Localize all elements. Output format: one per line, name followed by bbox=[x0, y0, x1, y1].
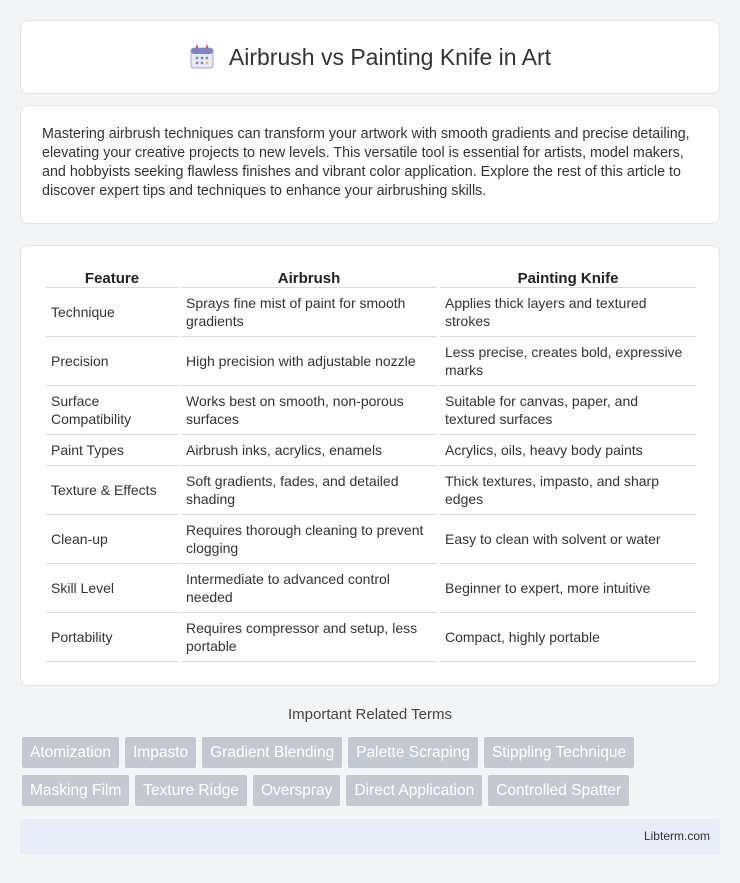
tag-texture-ridge[interactable]: Texture Ridge bbox=[135, 775, 247, 806]
title-wrap bbox=[189, 44, 551, 71]
knife-cell: Thick textures, impasto, and sharp edges bbox=[440, 466, 696, 515]
tag-row bbox=[22, 737, 722, 768]
knife-cell: Applies thick layers and textured strokes bbox=[440, 288, 696, 337]
tag-atomization[interactable]: Atomization bbox=[22, 737, 119, 768]
airbrush-cell: Intermediate to advanced control needed bbox=[181, 564, 437, 613]
table-row bbox=[46, 515, 696, 564]
table-row bbox=[46, 564, 696, 613]
header-feature: Feature bbox=[46, 266, 178, 288]
comparison-card bbox=[20, 245, 720, 686]
knife-cell: Suitable for canvas, paper, and textured surfaces bbox=[440, 386, 696, 435]
page-title: Airbrush vs Painting Knife in Art bbox=[228, 43, 552, 70]
airbrush-cell: Requires thorough cleaning to prevent clogging bbox=[181, 515, 437, 564]
knife-cell: Acrylics, oils, heavy body paints bbox=[440, 435, 696, 466]
header-painting-knife: Painting Knife bbox=[440, 266, 696, 288]
comparison-table bbox=[43, 266, 699, 662]
footer-brand-link[interactable]: Libterm.com bbox=[643, 829, 710, 843]
tag-controlled-spatter[interactable]: Controlled Spatter bbox=[488, 775, 629, 806]
calendar-icon bbox=[189, 44, 215, 70]
table-row bbox=[46, 435, 696, 466]
title-card bbox=[20, 20, 720, 94]
table-row bbox=[46, 386, 696, 435]
table-row bbox=[46, 613, 696, 662]
intro-text: Mastering airbrush techniques can transform your artwork with smooth gradients and precise detailing, elevating your creative projects to new levels. This versatile tool is essential for artists, model makers, and hobbyists seeking flawless finishes and vibrant color application. Explore the rest of this article to discover expert tips and techniques to enhance your airbrushing skills. bbox=[42, 126, 690, 199]
tag-gradient-blending[interactable]: Gradient Blending bbox=[202, 737, 342, 768]
feature-cell: Paint Types bbox=[46, 435, 178, 466]
related-terms bbox=[22, 737, 722, 813]
airbrush-cell: Soft gradients, fades, and detailed shading bbox=[181, 466, 437, 515]
tag-stippling-technique[interactable]: Stippling Technique bbox=[484, 737, 634, 768]
feature-cell: Texture & Effects bbox=[46, 466, 178, 515]
intro-card bbox=[20, 105, 720, 224]
tag-masking-film[interactable]: Masking Film bbox=[22, 775, 129, 806]
tag-palette-scraping[interactable]: Palette Scraping bbox=[348, 737, 478, 768]
feature-cell: Portability bbox=[46, 613, 178, 662]
feature-cell: Surface Compatibility bbox=[46, 386, 178, 435]
header-airbrush: Airbrush bbox=[181, 266, 437, 288]
tag-direct-application[interactable]: Direct Application bbox=[346, 775, 482, 806]
feature-cell: Skill Level bbox=[46, 564, 178, 613]
knife-cell: Compact, highly portable bbox=[440, 613, 696, 662]
tag-row bbox=[22, 775, 722, 806]
footer bbox=[20, 819, 720, 854]
related-terms-heading: Important Related Terms bbox=[288, 706, 452, 723]
tag-overspray[interactable]: Overspray bbox=[253, 775, 341, 806]
airbrush-cell: Works best on smooth, non-porous surfaces bbox=[181, 386, 437, 435]
table-header-row bbox=[46, 266, 696, 288]
table-row bbox=[46, 288, 696, 337]
airbrush-cell: Airbrush inks, acrylics, enamels bbox=[181, 435, 437, 466]
knife-cell: Easy to clean with solvent or water bbox=[440, 515, 696, 564]
airbrush-cell: Requires compressor and setup, less portable bbox=[181, 613, 437, 662]
table-row bbox=[46, 337, 696, 386]
tag-impasto[interactable]: Impasto bbox=[125, 737, 196, 768]
knife-cell: Beginner to expert, more intuitive bbox=[440, 564, 696, 613]
feature-cell: Clean-up bbox=[46, 515, 178, 564]
feature-cell: Precision bbox=[46, 337, 178, 386]
airbrush-cell: Sprays fine mist of paint for smooth gradients bbox=[181, 288, 437, 337]
table-row bbox=[46, 466, 696, 515]
knife-cell: Less precise, creates bold, expressive marks bbox=[440, 337, 696, 386]
airbrush-cell: High precision with adjustable nozzle bbox=[181, 337, 437, 386]
feature-cell: Technique bbox=[46, 288, 178, 337]
